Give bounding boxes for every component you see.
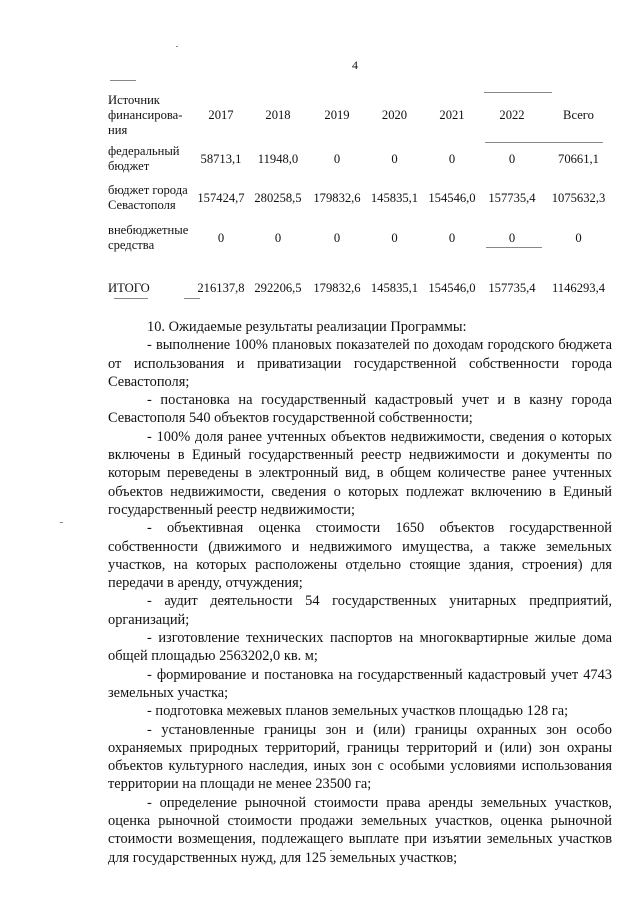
header-year: 2019 (324, 107, 350, 122)
row-label: внебюджетные средства (108, 223, 189, 252)
cell-value: 0 (448, 151, 456, 166)
cell-value: 145835,1 (370, 280, 419, 295)
cell-total: 1146293,4 (551, 280, 606, 295)
cell-value: 0 (217, 230, 225, 245)
header-total: Всего (563, 107, 594, 122)
cell-value: 216137,8 (197, 280, 245, 295)
header-year: 2020 (381, 107, 408, 122)
row-label: ИТОГО (108, 280, 150, 295)
cell-value: 157424,7 (197, 190, 245, 205)
result-item: - установленные границы зон и (или) границы охранных зон особо охраняемых природных территорий, границы территорий и (или) зон охраны объектов культурного наследия, иных зон с особыми условиями использования территории на площади не менее 23500 га; (108, 721, 612, 793)
cell-value: 179832,6 (313, 190, 361, 205)
table-spacer (108, 258, 614, 276)
table-header-row (108, 90, 614, 140)
table-row (108, 218, 614, 258)
result-item: - аудит деятельности 54 государственных унитарных предприятий, организаций; (108, 593, 612, 628)
header-source: Источник финансирова-ния (108, 92, 183, 137)
page-number: 4 (352, 58, 358, 72)
cell-value: 157735,4 (488, 190, 536, 205)
cell-value: 0 (333, 230, 341, 245)
cell-value: 179832,6 (313, 280, 361, 295)
result-item: - выполнение 100% плановых показателей по доходам городского бюджета от использования и приватизации государственной собственности города Севастополя; (108, 337, 612, 390)
expected-results-section (108, 318, 612, 867)
cell-value: 0 (391, 230, 398, 245)
cell-value: 157735,4 (488, 280, 536, 295)
cell-total: 70661,1 (558, 151, 599, 166)
result-item: - изготовление технических паспортов на многоквартирные жилые дома общей площадью 2563202,0 кв. м; (108, 630, 612, 665)
cell-value: 11948,0 (257, 151, 299, 166)
header-year: 2018 (265, 107, 291, 122)
cell-value: 154546,0 (428, 280, 476, 295)
cell-value: 0 (333, 151, 341, 166)
cell-value: 0 (274, 230, 282, 245)
row-label: бюджет города Севастополя (108, 183, 188, 212)
cell-value: 0 (508, 151, 516, 166)
header-year: 2022 (499, 107, 525, 122)
header-year: 2017 (208, 107, 234, 122)
cell-value: 280258,5 (254, 190, 302, 205)
scan-mark (176, 46, 178, 47)
result-item: - подготовка межевых планов земельных участков площадью 128 га; (147, 703, 569, 720)
scan-mark (110, 80, 136, 81)
row-label: федеральный бюджет (108, 144, 180, 173)
table-row (108, 178, 614, 218)
result-item: - определение рыночной стоимости права аренды земельных участков, оценка рыночной стоимости продажи земельных участков, оценка рыночной стоимости возмещения, подлежащего выплате при изъятии земельных участков для государственных нужд, для 125 земельных участков; (108, 794, 612, 866)
cell-value: 0 (391, 151, 398, 166)
result-item: - 100% доля ранее учтенных объектов недвижимости, сведения о которых включены в Единый государственный реестр недвижимости и документы по которым переведены в электронный вид, в общем количестве ранее учтенных объектов недвижимости, сведения о которых подлежат включению в Единый государственный реестр недвижимости; (108, 428, 612, 518)
cell-value: 154546,0 (428, 190, 476, 205)
cell-value: 0 (508, 230, 516, 245)
result-item: - постановка на государственный кадастровый учет и в казну города Севастополя 540 объектов государственной собственности; (108, 392, 612, 427)
cell-value: 145835,1 (370, 190, 419, 205)
section-heading: 10. Ожидаемые результаты реализации Программы: (147, 319, 467, 335)
table-row (108, 140, 614, 178)
scan-mark (60, 522, 63, 523)
cell-total: 0 (575, 230, 582, 245)
result-item: - формирование и постановка на государственный кадастровый учет 4743 земельных участка; (108, 666, 612, 701)
cell-total: 1075632,3 (551, 190, 606, 205)
cell-value: 292206,5 (254, 280, 302, 295)
table-total-row (108, 276, 614, 300)
cell-value: 58713,1 (200, 151, 242, 166)
result-item: - объективная оценка стоимости 1650 объектов государственной собственности (движимого и недвижимого имущества, а также земельных участков, на которых расположены отдельно стоящие здания, строения) для передачи в аренду, отчуждения; (108, 520, 612, 592)
funding-table (108, 90, 614, 300)
cell-value: 0 (448, 230, 456, 245)
header-year: 2021 (439, 107, 465, 122)
